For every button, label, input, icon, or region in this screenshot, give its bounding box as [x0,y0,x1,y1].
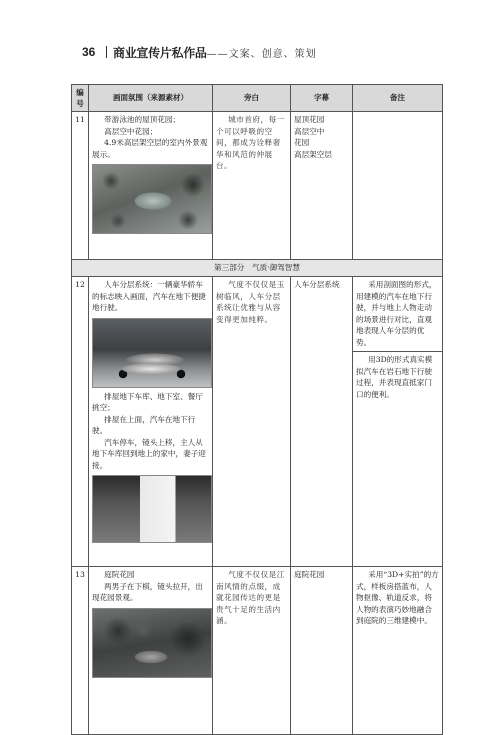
subtitle-cell: 庭院花园 [291,567,353,735]
row-number: 12 [72,277,89,567]
scene-line: 排屋在上面，汽车在地下行驶。 [92,414,196,435]
storyboard-table [71,84,443,735]
header-divider [106,46,107,58]
voiceover-text: 气度不仅仅是江南风情的点缀，成就花园传达的更是贵气十足的生活内涵。 [216,570,285,625]
book-subtitle: ——文案、创意、策划 [206,48,317,60]
col-header-subtitle: 字幕 [291,85,353,112]
page-header [82,43,442,61]
scene-line: 排屋地下车库、地下室、餐厅挑空； [92,391,203,412]
scene-line: 人车分层系统：一辆豪华轿车的标志映入画面，汽车在地下便捷地行驶。 [92,280,206,312]
scene-cell [89,567,213,735]
table-row [72,112,443,260]
col-header-note: 备注 [353,85,443,112]
voiceover-cell [213,277,291,567]
luxury-car-photo [92,318,212,388]
note-text: 用3D的形式真实模拟汽车在岩石地下行驶过程，并表现直抵家门口的便利。 [356,355,433,399]
subtitle-cell [291,112,353,260]
note-text: 采用“3D+实拍”的方式，样板房搭蓝布，人物抠像、轨道反求，将人物的表演巧妙地融合到庭院的三维建模中。 [356,570,439,625]
scene-line: 4.9米高层架空层的室内外景观展示。 [92,138,208,159]
col-header-number: 编号 [72,85,89,112]
row-number: 11 [72,112,89,260]
scene-line: 两男子在下棋，镜头拉开，出现花园景观。 [92,581,203,602]
page-number: 36 [82,45,96,59]
note-cell [353,567,443,735]
scene-line: 汽车停车，镜头上移，主人从地下车库回到地上的家中，妻子迎接。 [92,437,206,470]
courtyard-garden-photo [92,608,212,678]
subtitle-line: 高层空中 [294,126,325,136]
subtitle-line: 花园 [294,138,310,147]
col-header-voiceover: 旁白 [213,85,291,112]
note-text: 采用剖面图的形式，用建模的汽车在地下行驶，并与地上人物走动的场景进行对比，直观地表现人车分层的优势。 [356,280,437,347]
subtitle-cell: 人车分层系统 [291,277,353,567]
subtitle-line: 高层架空层 [294,149,332,159]
scene-line: 庭院花园 [104,570,135,579]
section-row [72,260,443,277]
row-number: 13 [72,567,89,735]
note-cell [353,112,443,260]
voiceover-text: 气度不仅仅是玉树临风，人车分层系统让优雅与从容变得更加纯粹。 [216,280,285,324]
col-header-scene: 画面氛围（来源素材） [89,85,213,112]
voiceover-text: 城市首府，每一个可以呼吸的空间，都成为诠释奢华和风范的仲展台。 [216,115,285,170]
note-cell [353,277,443,567]
scene-line: 带游泳池的屋顶花园； [104,115,181,124]
rooftop-garden-photo [92,164,212,234]
table-row [72,567,443,735]
subtitle-line: 屋顶花园 [294,115,325,124]
scene-line: 高层空中花园； [104,126,158,136]
scene-cell [89,277,213,567]
voiceover-cell [213,112,291,260]
section-title: 第三部分 气质·御驾智慧 [72,260,443,277]
table-row [72,277,443,567]
note-subcell [353,351,442,400]
table-header-row [72,85,443,112]
book-title: 商业宣传片私作品 [113,45,207,60]
scene-cell [89,112,213,260]
voiceover-cell [213,567,291,735]
home-interior-photo [92,475,212,543]
